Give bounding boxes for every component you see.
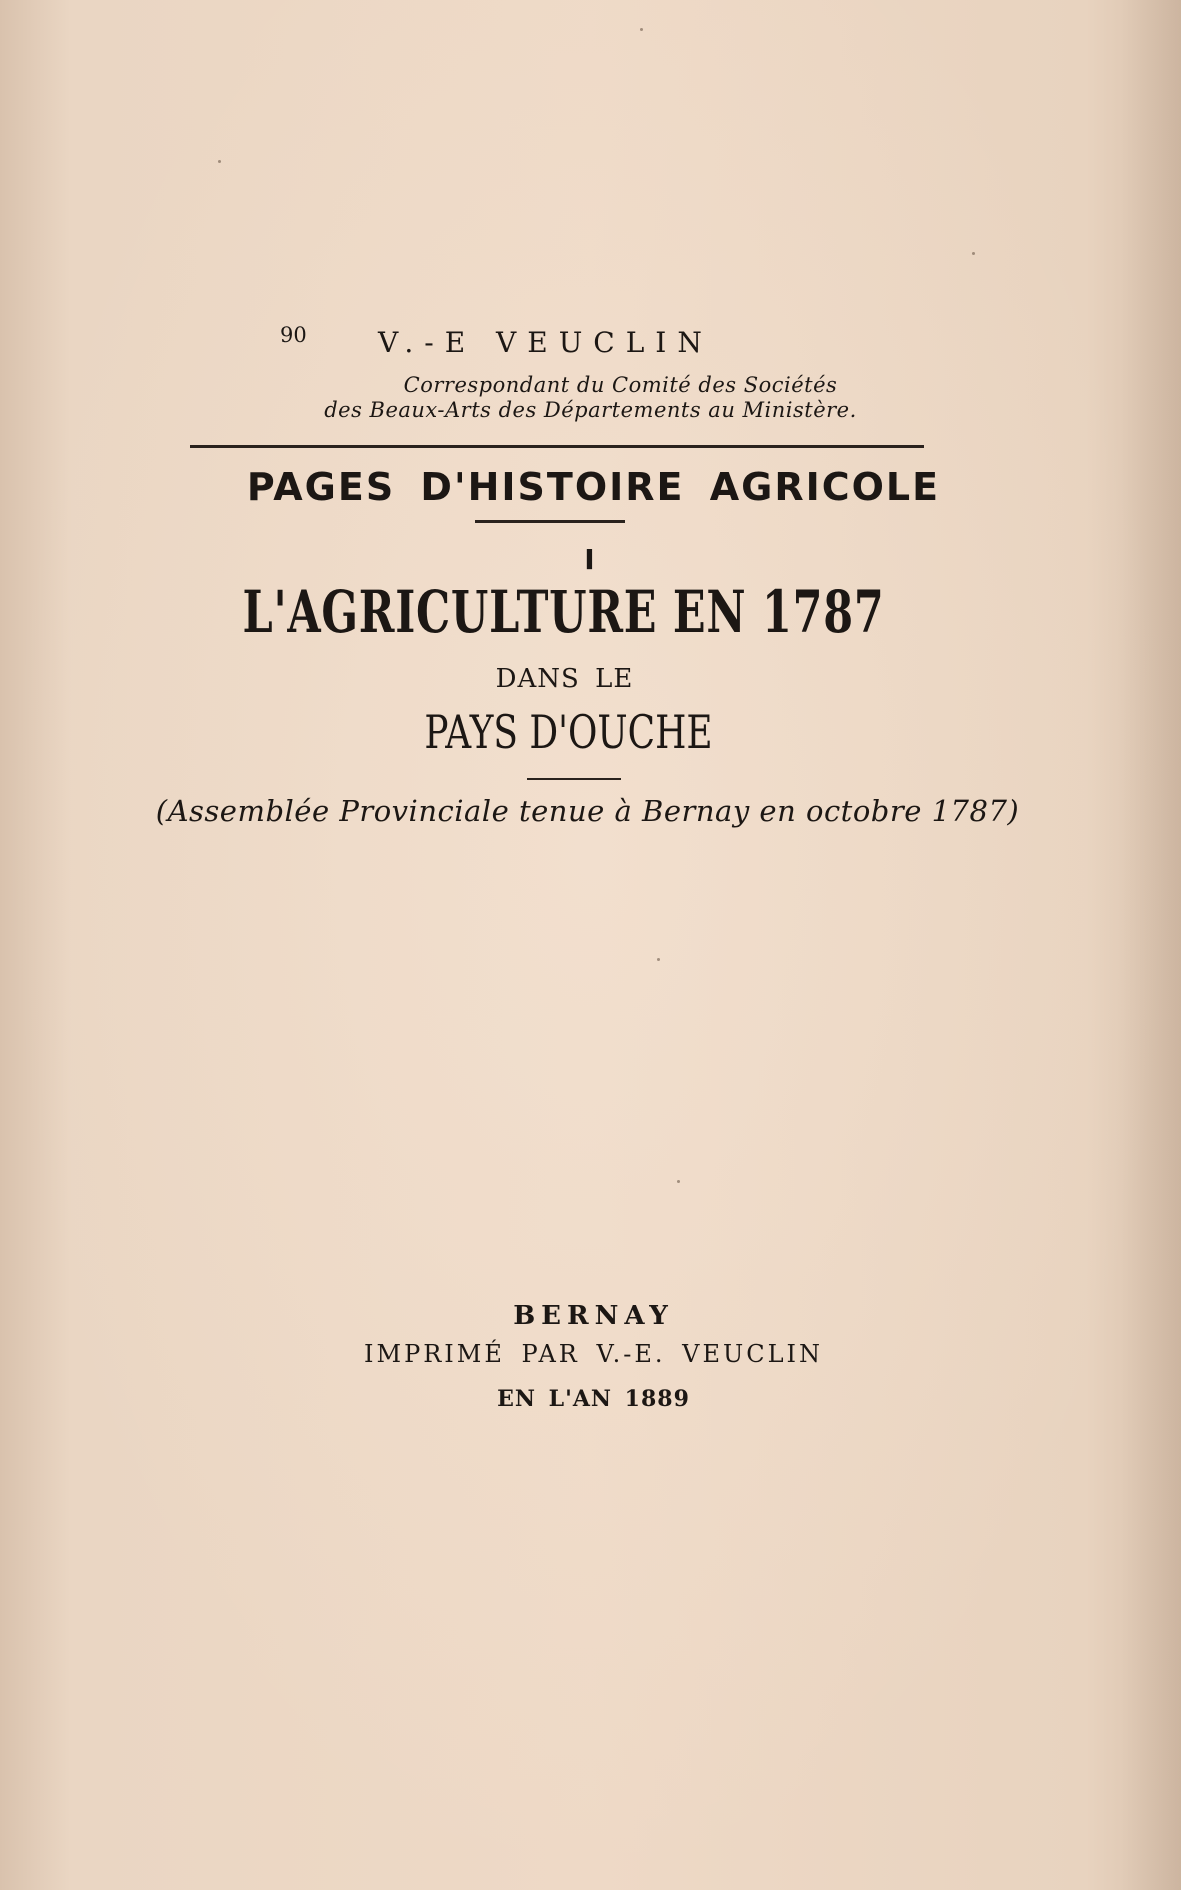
paper-fleck — [677, 1180, 680, 1183]
paper-fleck — [218, 160, 221, 163]
paper-fleck — [972, 252, 975, 255]
header-divider — [190, 445, 924, 448]
author-name: V.-E VEUCLIN — [378, 326, 713, 359]
series-title: PAGES D'HISTOIRE AGRICOLE — [246, 465, 941, 509]
correspondent-line-1: Correspondant du Comité des Sociétés — [403, 373, 838, 397]
paper-fleck — [657, 958, 660, 961]
region-title: PAYS D'OUCHE — [424, 705, 713, 759]
part-number: I — [584, 543, 595, 576]
imprint-printer: IMPRIMÉ PAR V.-E. VEUCLIN — [364, 1340, 823, 1368]
correspondent-line-2: des Beaux-Arts des Départements au Ministère. — [324, 398, 857, 422]
subtitle: (Assemblée Provinciale tenue à Bernay en octobre 1787) — [155, 794, 1020, 828]
main-title: L'AGRICULTURE EN 1787 — [242, 578, 885, 646]
title-connector: DANS LE — [495, 664, 634, 694]
paper-fleck — [640, 28, 643, 31]
region-underline — [527, 778, 621, 780]
page-number: 90 — [280, 323, 307, 347]
imprint-year: EN L'AN 1889 — [497, 1386, 690, 1412]
series-underline — [475, 520, 625, 523]
page-edge-shadow — [1121, 0, 1181, 1890]
imprint-city: BERNAY — [513, 1301, 674, 1331]
